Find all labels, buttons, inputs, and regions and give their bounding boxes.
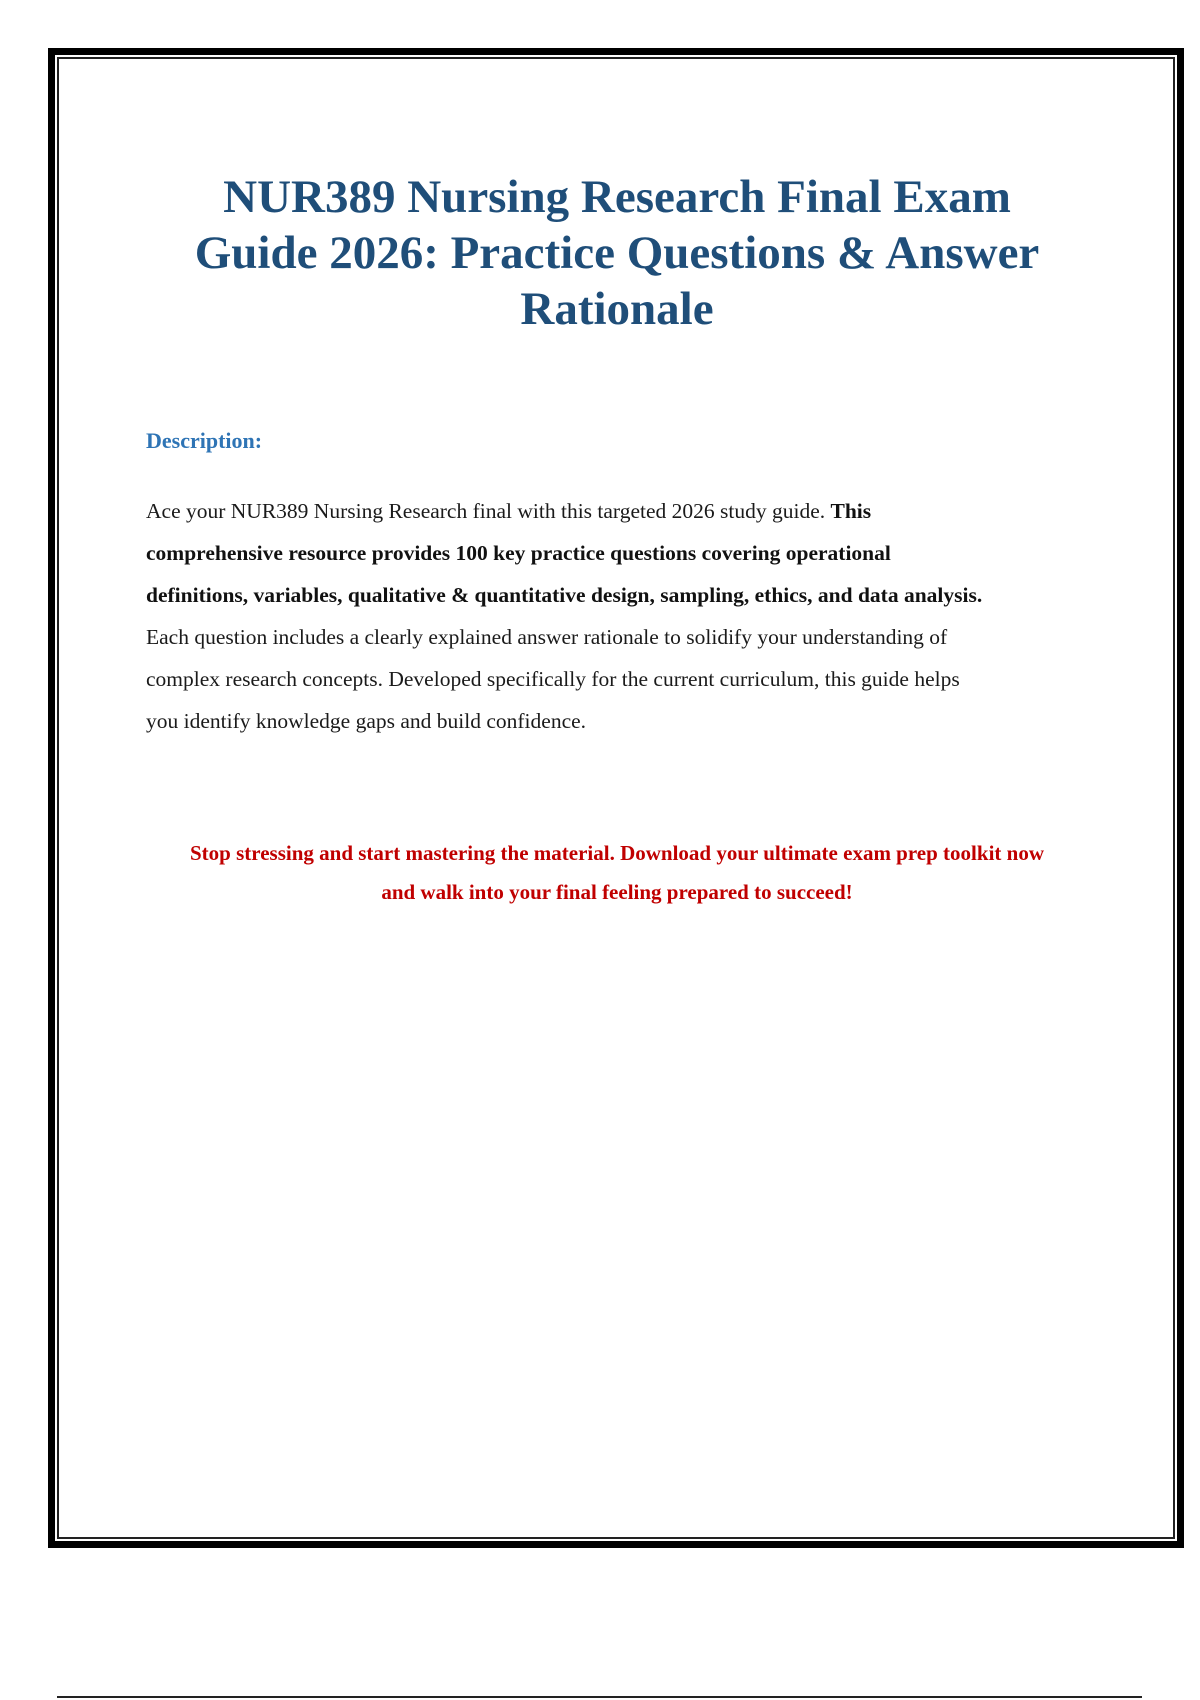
cta-line-2: and walk into your final feeling prepared to succeed! xyxy=(381,880,853,904)
document-title xyxy=(140,169,1094,337)
description-line-5: complex research concepts. Developed specifically for the current curriculum, this guide helps xyxy=(146,667,960,691)
title-line-3: Rationale xyxy=(520,283,714,335)
description-line-4: Each question includes a clearly explained answer rationale to solidify your understanding of xyxy=(146,625,948,649)
call-to-action xyxy=(140,834,1094,912)
footer-divider xyxy=(57,1696,1142,1698)
description-bold-text: comprehensive resource provides 100 key practice questions covering operational xyxy=(146,541,891,565)
cta-line-1: Stop stressing and start mastering the material. Download your ultimate exam prep toolkit now xyxy=(190,841,1044,865)
description-line-6: you identify knowledge gaps and build confidence. xyxy=(146,709,587,733)
description-line-2 xyxy=(146,532,1106,574)
description-bold-text: This xyxy=(830,499,872,523)
title-line-1: NUR389 Nursing Research Final Exam xyxy=(223,171,1011,223)
description-bold-text: definitions, variables, qualitative & quantitative design, sampling, ethics, and data analysis. xyxy=(146,583,983,607)
description-line-1 xyxy=(146,490,1106,532)
title-line-2: Guide 2026: Practice Questions & Answer xyxy=(194,227,1040,279)
description-line-3 xyxy=(146,574,1106,616)
description-heading: Description: xyxy=(146,428,263,453)
description-paragraph xyxy=(146,490,1106,742)
description-text: Ace your NUR389 Nursing Research final with this targeted 2026 study guide. xyxy=(146,499,831,523)
